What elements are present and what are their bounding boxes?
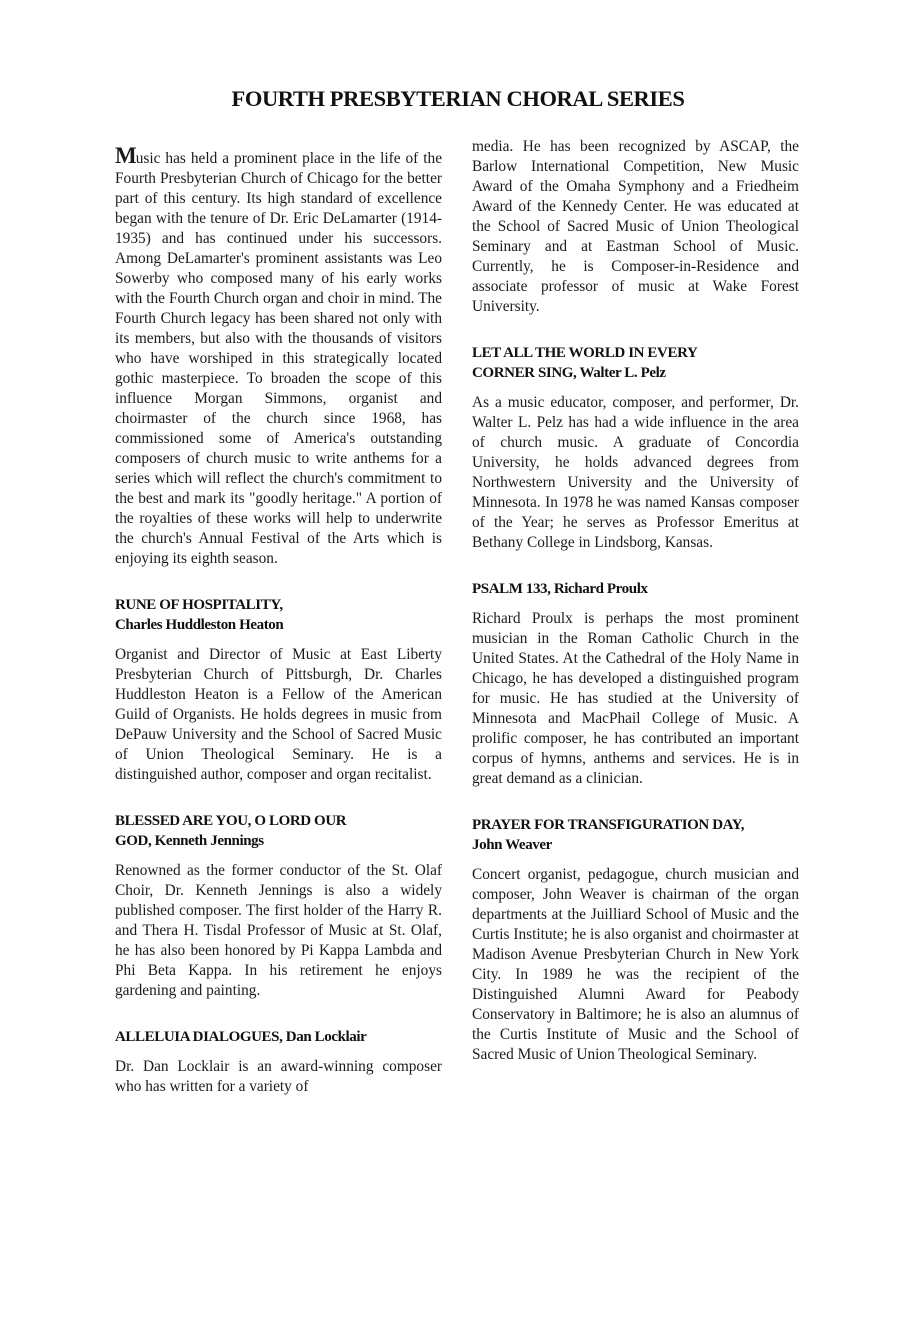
section-heading: [115, 595, 442, 635]
heading-line-1: BLESSED ARE YOU, O LORD OUR: [115, 813, 347, 829]
section-let-all-the-world: [472, 343, 799, 553]
heading-line-1: RUNE OF HOSPITALITY,: [115, 597, 283, 613]
intro-text: usic has held a prominent place in the life of the Fourth Presbyterian Church of Chicago for the better part of this century. Its high standard of excellence began with the tenure of Dr. Eric DeLamarter (1914-1935) and has continued under his successors. Among DeLamarter's prominent assistants was Leo Sowerby who composed many of his early works with the Fourth Church organ and choir in mind. The Fourth Church legacy has been shared not only with its members, but also with the thousands of visitors who have worshiped in this strategically located gothic masterpiece. To broaden the scope of this influence Morgan Simmons, organist and choirmaster of the church since 1968, has commissioned some of America's outstanding composers of church music to write anthems for a series which will reflect the church's commitment to the best and mark its "goodly heritage." A portion of the royalties of these works will help to underwrite the church's Annual Festival of the Arts which is enjoying its eighth season.: [115, 150, 442, 567]
heading-line-1: LET ALL THE WORLD IN EVERY: [472, 345, 698, 361]
left-column: [115, 143, 442, 1097]
drop-cap: M: [115, 143, 136, 168]
section-heading: [115, 1027, 442, 1047]
section-body: Organist and Director of Music at East Liberty Presbyterian Church of Pittsburgh, Dr. Charles Huddleston Heaton is a Fellow of the American Guild of Organists. He holds degrees in music from DePauw University and the School of Sacred Music of Union Theological Seminary. He is a distinguished author, composer and organ recitalist.: [115, 646, 442, 783]
section-rune-of-hospitality: [115, 595, 442, 785]
section-body: Richard Proulx is perhaps the most prominent musician in the Roman Catholic Church in the United States. At the Cathedral of the Holy Name in Chicago, he has developed a distinguished program for music. He has studied at the University of Minnesota and MacPhail College of Music. A prolific composer, he has contributed an important corpus of hymns, anthems and services. He is in great demand as a clinician.: [472, 610, 799, 787]
section-prayer-for-transfiguration-day: [472, 815, 799, 1065]
section-psalm-133: [472, 579, 799, 789]
right-column: [472, 137, 799, 1065]
heading-line-2: GOD, Kenneth Jennings: [115, 833, 264, 849]
section-body-part-1: Dr. Dan Locklair is an award-winning composer who has written for a variety of: [115, 1058, 442, 1095]
intro-paragraph: [115, 143, 442, 569]
section-heading: [472, 579, 799, 599]
heading-line-1: ALLELUIA DIALOGUES, Dan Locklair: [115, 1029, 367, 1045]
section-body: As a music educator, composer, and performer, Dr. Walter L. Pelz has had a wide influence in the area of church music. A graduate of Concordia University, he holds advanced degrees from Northwestern University and the University of Minnesota. In 1978 he was named Kansas composer of the Year; he serves as Professor Emeritus at Bethany College in Lindsborg, Kansas.: [472, 394, 799, 551]
section-heading: [115, 811, 442, 851]
section-heading: [472, 343, 799, 383]
heading-line-1: PRAYER FOR TRANSFIGURATION DAY,: [472, 817, 745, 833]
section-heading: [472, 815, 799, 855]
section-body: Concert organist, pedagogue, church musician and composer, John Weaver is chairman of the organ departments at the Juilliard School of Music and the Curtis Institute; he is also organist and choirmaster at Madison Avenue Presbyterian Church in New York City. In 1989 he was the recipient of the Distinguished Alumni Award for Peabody Conservatory in Baltimore; he is also an alumnus of the Curtis Institute of Music and the School of Sacred Music of Union Theological Seminary.: [472, 866, 799, 1063]
heading-line-2: Charles Huddleston Heaton: [115, 617, 284, 633]
heading-line-2: CORNER SING, Walter L. Pelz: [472, 365, 666, 381]
section-body-part-2: media. He has been recognized by ASCAP, the Barlow International Competition, New Music Award of the Omaha Symphony and a Friedheim Award of the Kennedy Center. He was educated at the School of Sacred Music of Union Theological Seminary and at Eastman School of Music. Currently, he is Composer-in-Residence and associate professor of music at Wake Forest University.: [472, 138, 799, 315]
section-body: Renowned as the former conductor of the St. Olaf Choir, Dr. Kenneth Jennings is also a widely published composer. The first holder of the Harry R. and Thera H. Tisdal Professor of Music at St. Olaf, he has also been honored by Pi Kappa Lambda and Phi Beta Kappa. In his retirement he enjoys gardening and painting.: [115, 862, 442, 999]
section-blessed-are-you: [115, 811, 442, 1001]
section-alleluia-continued: [472, 137, 799, 317]
heading-line-2: John Weaver: [472, 837, 552, 853]
section-alleluia-dialogues: [115, 1027, 442, 1097]
heading-line-1: PSALM 133, Richard Proulx: [472, 581, 648, 597]
page-title: FOURTH PRESBYTERIAN CHORAL SERIES: [231, 86, 685, 111]
